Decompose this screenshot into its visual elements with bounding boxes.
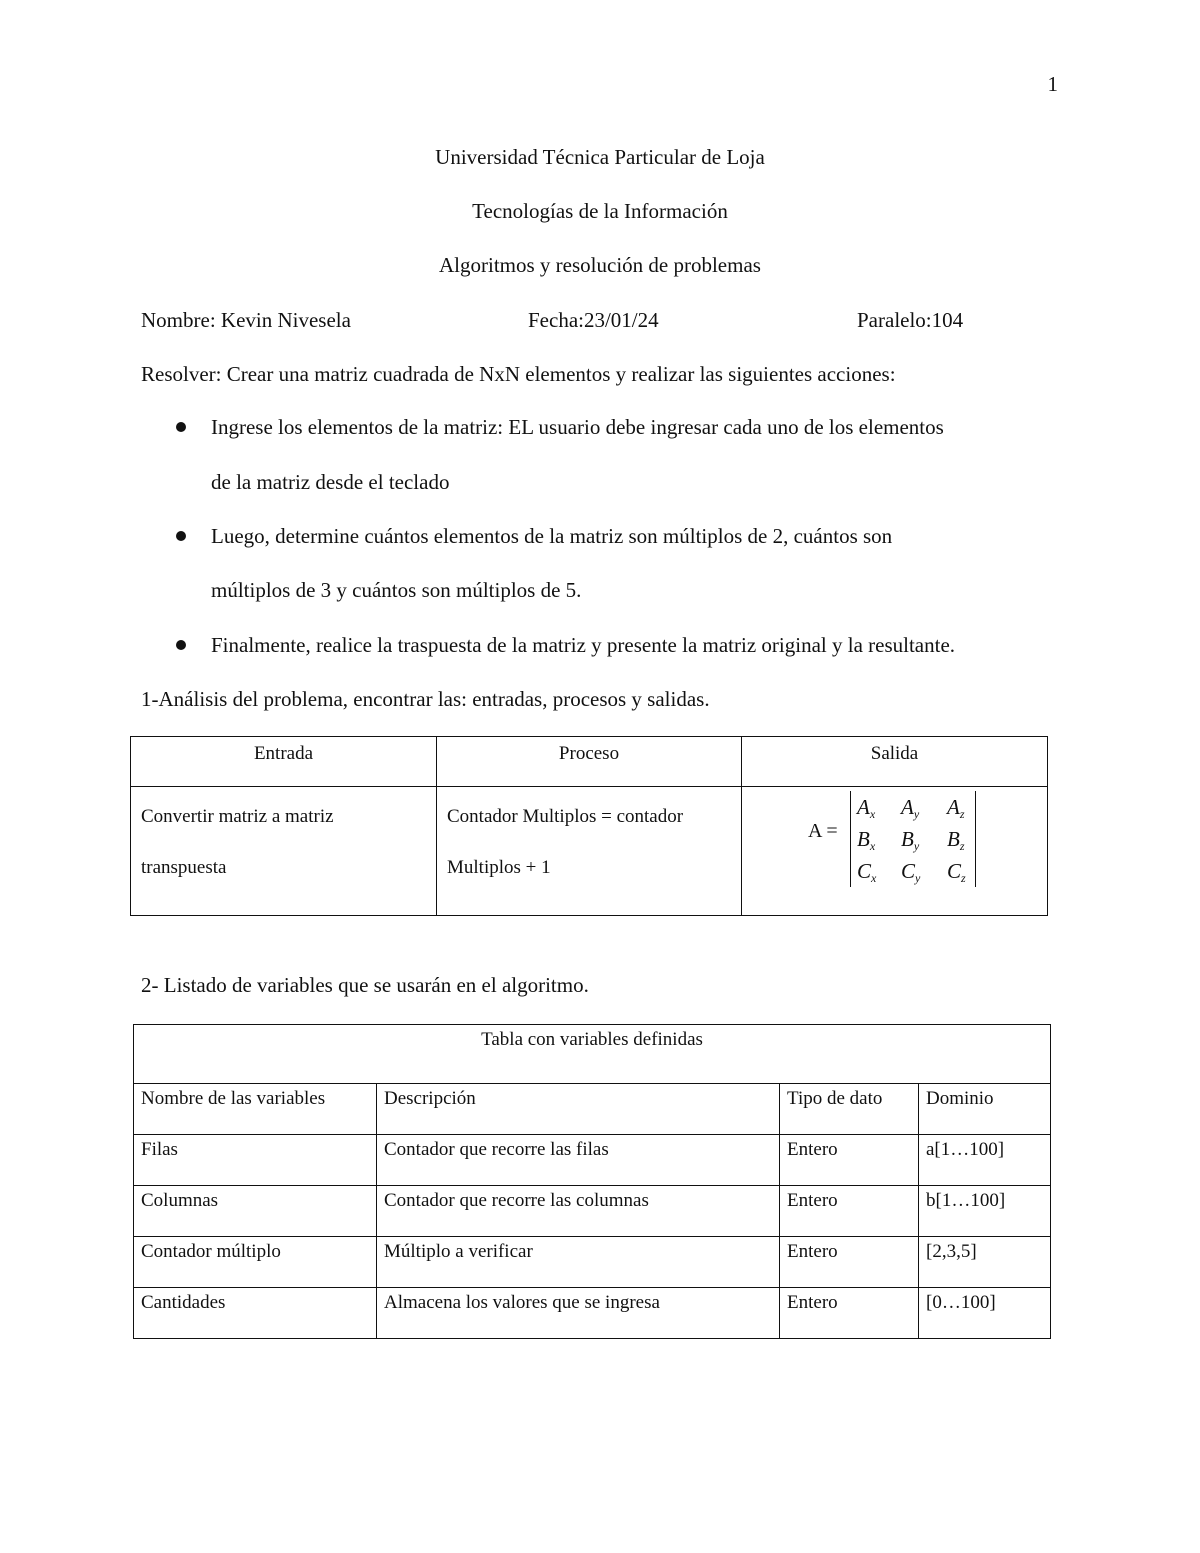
header-variable-name: Nombre de las variables bbox=[134, 1084, 377, 1135]
program-title: Tecnologías de la Información bbox=[472, 199, 728, 223]
section-number: Paralelo:104 bbox=[857, 308, 964, 332]
variable-name: Cantidades bbox=[134, 1288, 377, 1339]
matrix-cell: $C_z$ bbox=[947, 859, 966, 885]
proceso-cell bbox=[437, 787, 742, 916]
bullet-1-line-2: de la matriz desde el teclado bbox=[211, 470, 450, 494]
variables-caption-row bbox=[134, 1025, 1051, 1084]
entrada-line-2: transpuesta bbox=[141, 857, 227, 878]
header-entrada: Entrada bbox=[131, 737, 437, 787]
bullet-dot bbox=[176, 640, 186, 650]
variable-description: Almacena los valores que se ingresa bbox=[377, 1288, 780, 1339]
matrix-cell: $C_y$ bbox=[901, 859, 921, 885]
matrix-label: A = bbox=[808, 820, 838, 842]
matrix-cell: $B_x$ bbox=[857, 827, 876, 853]
section-2-title: 2- Listado de variables que se usarán en el algoritmo. bbox=[141, 973, 589, 997]
variable-domain: b[1…100] bbox=[919, 1186, 1051, 1237]
header-proceso: Proceso bbox=[437, 737, 742, 787]
variable-domain: [0…100] bbox=[919, 1288, 1051, 1339]
analysis-table bbox=[130, 736, 1048, 916]
proceso-line-2: Multiplos + 1 bbox=[447, 857, 551, 878]
bullet-2-line-2: múltiplos de 3 y cuántos son múltiplos de 5. bbox=[211, 578, 582, 602]
table-row bbox=[134, 1288, 1051, 1339]
variable-description: Contador que recorre las filas bbox=[377, 1135, 780, 1186]
table-row bbox=[134, 1186, 1051, 1237]
matrix-cell: $B_y$ bbox=[901, 827, 920, 853]
variable-type: Entero bbox=[780, 1135, 919, 1186]
header-data-type: Tipo de dato bbox=[780, 1084, 919, 1135]
variable-type: Entero bbox=[780, 1288, 919, 1339]
university-title: Universidad Técnica Particular de Loja bbox=[435, 145, 765, 169]
bullet-dot bbox=[176, 531, 186, 541]
variables-table-caption: Tabla con variables definidas bbox=[134, 1025, 1051, 1084]
matrix-display bbox=[742, 787, 1047, 907]
header-description: Descripción bbox=[377, 1084, 780, 1135]
entrada-cell bbox=[131, 787, 437, 916]
variable-description: Contador que recorre las columnas bbox=[377, 1186, 780, 1237]
table-row bbox=[134, 1237, 1051, 1288]
matrix-cell: $A_x$ bbox=[857, 795, 876, 821]
table-row bbox=[134, 1135, 1051, 1186]
page-number: 1 bbox=[1047, 72, 1058, 96]
bullet-1-line-1: Ingrese los elementos de la matriz: EL usuario debe ingresar cada uno de los elementos bbox=[211, 415, 944, 439]
matrix-cell: $A_y$ bbox=[901, 795, 920, 821]
matrix-cell: $B_z$ bbox=[947, 827, 965, 853]
entrada-line-1: Convertir matriz a matriz bbox=[141, 806, 334, 827]
date: Fecha:23/01/24 bbox=[528, 308, 659, 332]
variable-domain: a[1…100] bbox=[919, 1135, 1051, 1186]
variable-name: Columnas bbox=[134, 1186, 377, 1237]
analysis-header-row bbox=[131, 737, 1048, 787]
matrix-determinant-bars bbox=[850, 791, 976, 887]
bullet-3-line-1: Finalmente, realice la traspuesta de la matriz y presente la matriz original y la resultante. bbox=[211, 633, 956, 657]
course-title: Algoritmos y resolución de problemas bbox=[439, 253, 761, 277]
matrix-cell: $A_z$ bbox=[947, 795, 965, 821]
header-salida: Salida bbox=[742, 737, 1048, 787]
variables-table bbox=[133, 1024, 1051, 1339]
bullet-dot bbox=[176, 422, 186, 432]
analysis-body-row bbox=[131, 787, 1048, 916]
header-domain: Dominio bbox=[919, 1084, 1051, 1135]
variable-name: Filas bbox=[134, 1135, 377, 1186]
variable-type: Entero bbox=[780, 1237, 919, 1288]
section-1-title: 1-Análisis del problema, encontrar las: entradas, procesos y salidas. bbox=[141, 687, 710, 711]
variable-type: Entero bbox=[780, 1186, 919, 1237]
variable-name: Contador múltiplo bbox=[134, 1237, 377, 1288]
matrix-cell: $C_x$ bbox=[857, 859, 877, 885]
student-name: Nombre: Kevin Nivesela bbox=[141, 308, 351, 332]
variable-description: Múltiplo a verificar bbox=[377, 1237, 780, 1288]
salida-cell bbox=[742, 787, 1048, 916]
variable-domain: [2,3,5] bbox=[919, 1237, 1051, 1288]
bullet-2-line-1: Luego, determine cuántos elementos de la matriz son múltiplos de 2, cuántos son bbox=[211, 524, 893, 548]
proceso-line-1: Contador Multiplos = contador bbox=[447, 806, 684, 827]
variables-header-row bbox=[134, 1084, 1051, 1135]
problem-statement: Resolver: Crear una matriz cuadrada de NxN elementos y realizar las siguientes acciones: bbox=[141, 362, 896, 386]
